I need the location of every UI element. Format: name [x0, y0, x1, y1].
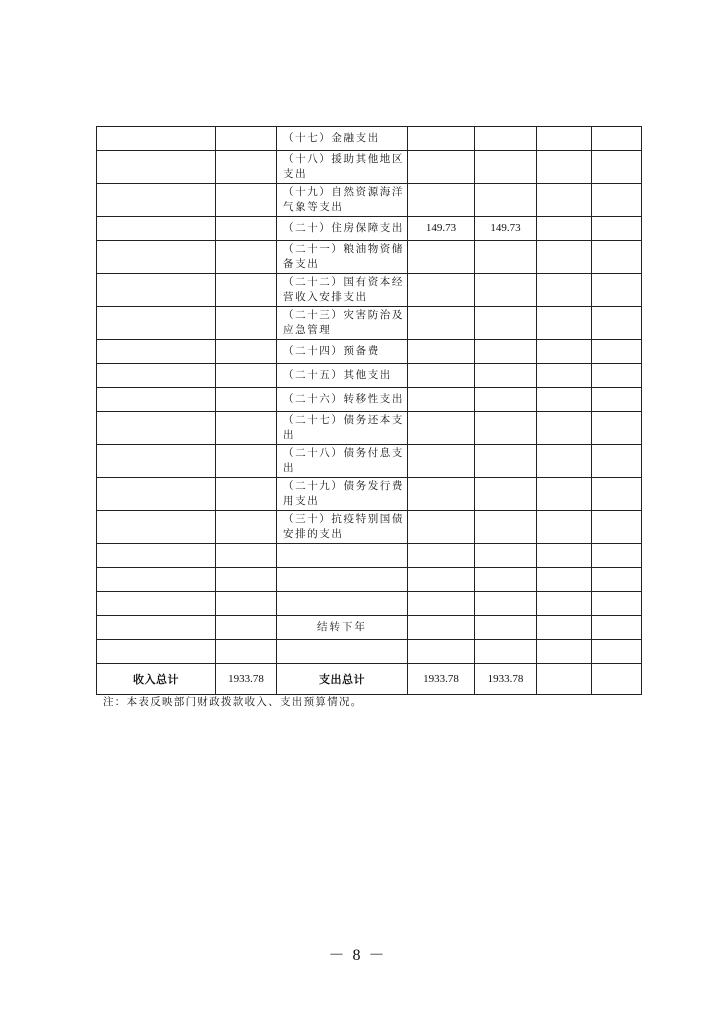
empty-cell [97, 307, 216, 340]
expense-item-financial [475, 412, 537, 445]
empty-cell [592, 340, 642, 364]
empty-cell [592, 241, 642, 274]
expense-item-financial [475, 445, 537, 478]
table-row [97, 307, 642, 340]
empty-cell [537, 478, 592, 511]
empty-cell [216, 364, 277, 388]
empty-cell [592, 151, 642, 184]
expense-item-financial [475, 364, 537, 388]
empty-cell [537, 241, 592, 274]
expense-item-name: （二十一）粮油物资储备支出 [277, 241, 408, 274]
empty-cell [97, 511, 216, 544]
table-row [97, 478, 642, 511]
expense-item-financial [475, 478, 537, 511]
expense-item-name: （二十九）债务发行费用支出 [277, 478, 408, 511]
expense-item-name: （十八）援助其他地区支出 [277, 151, 408, 184]
expense-item-total [408, 511, 475, 544]
empty-cell [592, 274, 642, 307]
table-row [97, 274, 642, 307]
table-row [97, 184, 642, 217]
empty-cell [97, 241, 216, 274]
carry-forward-label: 结转下年 [277, 616, 408, 640]
empty-cell [216, 184, 277, 217]
expense-item-name: （二十三）灾害防治及应急管理 [277, 307, 408, 340]
expense-item-financial [475, 511, 537, 544]
empty-cell [97, 274, 216, 307]
empty-cell [216, 412, 277, 445]
budget-table [96, 126, 642, 695]
expense-item-name: （二十七）债务还本支出 [277, 412, 408, 445]
empty-row [97, 640, 642, 664]
empty-cell [537, 127, 592, 151]
empty-cell [216, 478, 277, 511]
table-row [97, 364, 642, 388]
empty-cell [537, 445, 592, 478]
carry-forward-row [97, 616, 642, 640]
empty-cell [537, 307, 592, 340]
empty-cell [216, 388, 277, 412]
expense-item-financial [475, 241, 537, 274]
expense-item-total [408, 364, 475, 388]
empty-cell [537, 412, 592, 445]
empty-cell [97, 388, 216, 412]
empty-cell [537, 151, 592, 184]
expense-item-financial [475, 274, 537, 307]
table-row [97, 127, 642, 151]
empty-cell [97, 478, 216, 511]
expense-item-total: 149.73 [408, 217, 475, 241]
empty-cell [216, 274, 277, 307]
expense-item-total [408, 340, 475, 364]
empty-cell [97, 184, 216, 217]
empty-cell [592, 127, 642, 151]
expense-item-total [408, 445, 475, 478]
expense-item-total [408, 307, 475, 340]
empty-cell [216, 151, 277, 184]
table-row [97, 340, 642, 364]
expense-item-financial [475, 151, 537, 184]
empty-cell [537, 184, 592, 217]
table-row [97, 388, 642, 412]
empty-cell [216, 241, 277, 274]
empty-cell [537, 364, 592, 388]
expense-item-total [408, 478, 475, 511]
empty-row [97, 568, 642, 592]
empty-cell [97, 127, 216, 151]
empty-cell [216, 307, 277, 340]
table-row [97, 241, 642, 274]
expense-item-total [408, 274, 475, 307]
empty-cell [592, 364, 642, 388]
income-total-value: 1933.78 [216, 664, 277, 695]
expense-item-name: （二十二）国有资本经营收入安排支出 [277, 274, 408, 307]
expense-item-financial [475, 388, 537, 412]
empty-cell [97, 412, 216, 445]
table-body [97, 127, 642, 695]
empty-cell [592, 388, 642, 412]
empty-cell [97, 151, 216, 184]
table-row [97, 412, 642, 445]
expense-item-total [408, 127, 475, 151]
empty-cell [216, 217, 277, 241]
empty-cell [592, 307, 642, 340]
empty-cell [216, 445, 277, 478]
expense-item-financial [475, 184, 537, 217]
empty-row [97, 592, 642, 616]
table-row [97, 217, 642, 241]
expense-item-financial [475, 127, 537, 151]
empty-cell [216, 340, 277, 364]
expense-item-total [408, 184, 475, 217]
expense-total-label: 支出总计 [277, 664, 408, 695]
expense-item-name: （十七）金融支出 [277, 127, 408, 151]
totals-row [97, 664, 642, 695]
expense-item-financial [475, 307, 537, 340]
expense-item-financial: 149.73 [475, 217, 537, 241]
income-total-label: 收入总计 [97, 664, 216, 695]
empty-cell [537, 340, 592, 364]
empty-cell [216, 127, 277, 151]
empty-cell [592, 184, 642, 217]
empty-cell [592, 217, 642, 241]
empty-cell [537, 274, 592, 307]
empty-cell [592, 511, 642, 544]
expense-total-value: 1933.78 [408, 664, 475, 695]
empty-cell [537, 511, 592, 544]
empty-cell [97, 445, 216, 478]
expense-item-total [408, 412, 475, 445]
expense-item-total [408, 388, 475, 412]
empty-cell [97, 340, 216, 364]
empty-cell [592, 412, 642, 445]
empty-cell [216, 511, 277, 544]
expense-item-total [408, 241, 475, 274]
expense-item-financial [475, 340, 537, 364]
empty-cell [97, 217, 216, 241]
table-row [97, 511, 642, 544]
expense-item-name: （二十五）其他支出 [277, 364, 408, 388]
expense-item-name: （二十）住房保障支出 [277, 217, 408, 241]
expense-item-name: （二十四）预备费 [277, 340, 408, 364]
empty-row [97, 544, 642, 568]
expense-item-name: （二十八）债务付息支出 [277, 445, 408, 478]
empty-cell [537, 217, 592, 241]
page-number: － 8 － [328, 947, 387, 964]
expense-item-name: （二十六）转移性支出 [277, 388, 408, 412]
empty-cell [592, 478, 642, 511]
expense-item-name: （十九）自然资源海洋气象等支出 [277, 184, 408, 217]
expense-item-name: （三十）抗疫特别国债安排的支出 [277, 511, 408, 544]
table-note: 注：本表反映部门财政拨款收入、支出预算情况。 [103, 696, 363, 708]
empty-cell [537, 388, 592, 412]
empty-cell [97, 364, 216, 388]
empty-cell [592, 445, 642, 478]
expense-total-value-financial: 1933.78 [475, 664, 537, 695]
table-row [97, 151, 642, 184]
table-row [97, 445, 642, 478]
expense-item-total [408, 151, 475, 184]
